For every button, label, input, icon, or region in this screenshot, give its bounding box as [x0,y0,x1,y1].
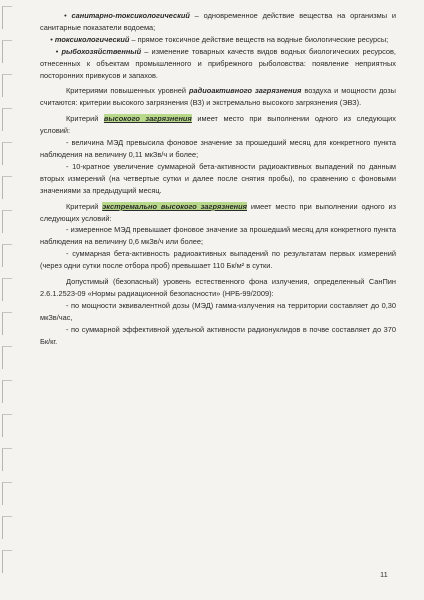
bullet-term: токсикологический [54,34,130,44]
vz-paragraph [40,113,396,137]
norm-item: - по мощности эквивалентной дозы (МЭД) гамма-излучения на территории составляет до 0,30 мкЗв/час, [40,300,396,322]
vz-term: высокого загрязнения [103,114,192,124]
criteria-pre: Критериями повышенных уровней [66,86,190,96]
criteria-paragraph [40,85,396,109]
bullet-desc: – прямое токсичное действие веществ на водные биологические ресурсы; [129,34,389,44]
vz-post: имеет место при выполнении одного из следующих условий: [40,114,396,136]
evz-term: экстремально высокого загрязнения [102,201,248,211]
bullet-item: • санитарно-токсикологический – одновременное действие вещества на организмы и санитарные показатели водоема; [40,11,396,32]
binding-holes-decoration [0,0,14,600]
bullet-term: рыбохозяйственный [61,46,142,56]
bullet-term: санитарно-токсикологический [71,11,190,20]
evz-condition: - суммарная бета-активность радиоактивных выпадений по результатам первых измерений (через одни сутки после отбора проб) превышает 110 Бк/м² в сутки. [40,249,396,271]
evz-post: имеет место при выполнении одного из следующих условий: [40,201,396,223]
bullet-item: • токсикологический – прямое токсичное действие веществ на водные биологические ресурсы; [40,34,389,44]
vz-condition: - величина МЭД превысила фоновое значение за прошедший месяц для конкретного пункта наблюдения на величину 0,11 мкЗв/ч и более; [40,138,396,159]
bullet-item: • рыбохозяйственный – изменение товарных качеств видов водных биологических ресурсов, отнесенных к объектам промышленного и прибрежного рыболовства: появление неприятных посторонних привкусов и запахов. [40,46,396,80]
norm-item: - по суммарной эффективной удельной активности радионуклидов в почве составляет до 370 Бк/кг. [40,324,396,346]
bullet-desc: – изменение товарных качеств видов водных биологических ресурсов, отнесенных к объектам промышленного и прибрежного рыболовства: появление неприятных посторонних привкусов и запахов. [40,46,396,80]
evz-paragraph [40,201,396,225]
vz-condition: - 10-кратное увеличение суммарной бета-активности радиоактивных выпадений по данным вторых измерений (на четвертые сутки и далее после снятия пробы), по сравнению с фоновыми значениями за предыдущий месяц. [40,161,396,195]
criteria-term: радиоактивного загрязнения [189,86,302,96]
page-number: 11 [380,570,388,579]
vz-pre: Критерий [66,114,104,124]
evz-pre: Критерий [66,201,103,211]
evz-condition: - измеренное МЭД превышает фоновое значение за прошедший месяц для конкретного пункта наблюдения на величину 0,6 мкЗв/ч или более; [40,225,396,247]
document-body [40,10,396,347]
norm-paragraph: Допустимый (безопасный) уровень естественного фона излучения, определенный СанПин 2.6.1.2523-09 «Нормы радиационной безопасности» (НРБ-99/2009): [40,277,396,298]
criteria-post: воздуха и мощности дозы считаются: критерии высокого загрязнения (ВЗ) и экстремально высокого загрязнения (ЭВЗ). [40,86,396,108]
bullet-desc: – одновременное действие вещества на организмы и санитарные показатели водоема; [40,11,396,32]
